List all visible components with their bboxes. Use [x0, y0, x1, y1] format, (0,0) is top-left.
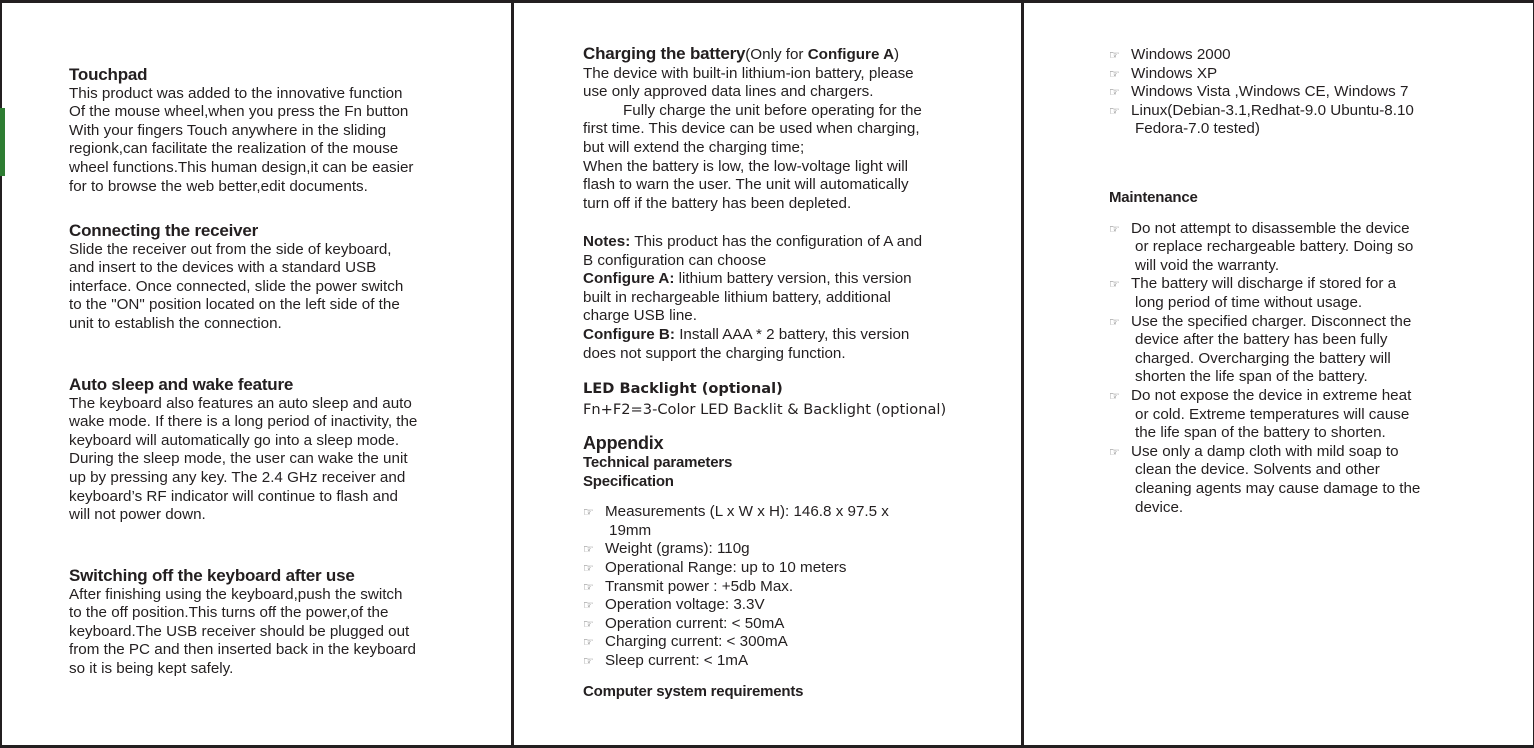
- spec-text: Operation current: < 50mA: [605, 614, 785, 632]
- panel-middle: [583, 0, 1013, 748]
- text-line: from the PC and then inserted back in the keyboard: [69, 641, 416, 659]
- maintenance-text-cont: charged. Overcharging the battery will: [1135, 349, 1391, 367]
- maintenance-text-cont: shorten the life span of the battery.: [1135, 368, 1368, 386]
- os-text: Windows 2000: [1131, 46, 1231, 63]
- maintenance-item: [1109, 387, 1420, 443]
- spec-item: [583, 578, 889, 597]
- spec-text: Weight (grams): 110g: [605, 540, 750, 558]
- config-b-line-1: [583, 326, 922, 345]
- maintenance-item: [1109, 220, 1420, 276]
- pointing-hand-icon: ☞: [1109, 221, 1120, 236]
- spec-item: [583, 615, 889, 634]
- sleep-section: [69, 376, 417, 525]
- maintenance-text-cont: the life span of the battery to shorten.: [1135, 424, 1386, 442]
- config-a-line-1: [583, 270, 922, 289]
- text-line: interface. Once connected, slide the power switch: [69, 277, 404, 295]
- charging-note-bold: Configure A: [807, 46, 895, 63]
- text-line: to the off position.This turns off the power,of the: [69, 604, 389, 622]
- charging-body-2: [583, 120, 922, 213]
- maintenance-text: Do not expose the device in extreme heat: [1131, 386, 1412, 404]
- requirements-heading: Computer system requirements: [583, 682, 804, 700]
- text-line: unit to establish the connection.: [69, 314, 282, 332]
- charging-body-1: [583, 65, 922, 102]
- maintenance-heading: Maintenance: [1109, 189, 1198, 206]
- text-line: wake mode. If there is a long period of inactivity, the: [69, 413, 418, 431]
- text-line: up by pressing any key. The 2.4 GHz receiver and: [69, 468, 406, 486]
- os-item: [1109, 65, 1414, 84]
- touchpad-heading: Touchpad: [69, 65, 148, 84]
- text-line: and insert to the devices with a standard USB: [69, 259, 377, 277]
- text-line: flash to warn the user. The unit will automatically: [583, 176, 909, 194]
- maintenance-text-cont: cleaning agents may cause damage to the: [1135, 479, 1421, 497]
- pointing-hand-icon: ☞: [583, 560, 594, 575]
- maintenance-text-cont: or cold. Extreme temperatures will cause: [1135, 405, 1410, 423]
- maintenance-item: [1109, 313, 1420, 387]
- text-line: keyboard.The USB receiver should be plugged out: [69, 622, 410, 640]
- text-line: Of the mouse wheel,when you press the Fn button: [69, 103, 409, 121]
- led-section: [583, 378, 946, 420]
- os-item: [1109, 46, 1414, 65]
- spec-text: Measurements (L x W x H): 146.8 x 97.5 x: [605, 503, 889, 521]
- spec-text: Transmit power : +5db Max.: [605, 577, 794, 595]
- text-line: for to browse the web better,edit documents.: [69, 177, 368, 195]
- text-line: regionk,can facilitate the realization of the mouse: [69, 140, 399, 158]
- receiver-section: [69, 222, 403, 334]
- text-line: After finishing using the keyboard,push the switch: [69, 585, 403, 603]
- pointing-hand-icon: ☞: [583, 542, 594, 557]
- spec-list: [583, 503, 889, 670]
- edge-color-mark: [0, 108, 5, 176]
- spec-text: Charging current: < 300mA: [605, 633, 788, 651]
- spec-text: Operation voltage: 3.3V: [605, 596, 765, 614]
- pointing-hand-icon: ☞: [583, 598, 594, 613]
- appendix-section: [583, 433, 889, 701]
- pointing-hand-icon: ☞: [583, 579, 594, 594]
- notes-line-1: [583, 233, 922, 252]
- pointing-hand-icon: ☞: [1109, 85, 1120, 100]
- text-line: first time. This device can be used when charging,: [583, 120, 920, 138]
- pointing-hand-icon: ☞: [583, 635, 594, 650]
- maintenance-text-cont: or replace rechargeable battery. Doing so: [1135, 238, 1414, 256]
- charging-indent-line: Fully charge the unit before operating for the: [623, 101, 922, 119]
- config-a-label: Configure A:: [583, 270, 675, 288]
- config-b-line-2: does not support the charging function.: [583, 344, 846, 362]
- maintenance-list: [1109, 220, 1420, 518]
- maintenance-text: The battery will discharge if stored for a: [1131, 275, 1397, 293]
- text-line: but will extend the charging time;: [583, 138, 805, 156]
- charging-heading: Charging the battery: [583, 44, 746, 63]
- charging-note-close: ): [894, 46, 900, 63]
- config-a-line-3: charge USB line.: [583, 307, 697, 325]
- maintenance-text-cont: clean the device. Solvents and other: [1135, 461, 1380, 479]
- switch-off-heading: Switching off the keyboard after use: [69, 566, 355, 585]
- spec-item: [583, 559, 889, 578]
- maintenance-text-cont: device.: [1135, 498, 1184, 516]
- pointing-hand-icon: ☞: [1109, 277, 1120, 292]
- pointing-hand-icon: ☞: [583, 616, 594, 631]
- maintenance-text: Do not attempt to disassemble the device: [1131, 219, 1410, 237]
- maintenance-text: Use the specified charger. Disconnect the: [1131, 312, 1412, 330]
- spec-item: [583, 633, 889, 652]
- charging-heading-line: [583, 45, 922, 65]
- charging-note-open: (Only for: [745, 46, 808, 63]
- spec-item: [583, 596, 889, 615]
- fold-line-2: [1021, 0, 1024, 748]
- text-line: keyboard’s RF indicator will continue to flash and: [69, 487, 398, 505]
- pointing-hand-icon: ☞: [1109, 103, 1120, 118]
- config-b-text: Install AAA * 2 battery, this version: [674, 325, 910, 343]
- os-text: Linux(Debian-3.1,Redhat-9.0 Ubuntu-8.10: [1131, 101, 1414, 119]
- switch-off-section: [69, 567, 416, 679]
- spec-text: Sleep current: < 1mA: [605, 651, 749, 669]
- sleep-body: [69, 395, 417, 525]
- pointing-hand-icon: ☞: [1109, 314, 1120, 329]
- pointing-hand-icon: ☞: [1109, 66, 1120, 81]
- led-text: Fn+F2=3-Color LED Backlit & Backlight (optional): [583, 401, 947, 418]
- maintenance-text-cont: long period of time without usage.: [1135, 293, 1363, 311]
- text-line: Slide the receiver out from the side of keyboard,: [69, 240, 392, 258]
- notes-line-2: B configuration can choose: [583, 251, 767, 269]
- text-line: This product was added to the innovative function: [69, 84, 403, 102]
- text-line: will not power down.: [69, 506, 206, 524]
- os-item: [1109, 102, 1414, 139]
- spec-item: [583, 652, 889, 671]
- touchpad-section: [69, 66, 413, 196]
- pointing-hand-icon: ☞: [1109, 388, 1120, 403]
- led-heading: LED Backlight (optional): [583, 380, 783, 397]
- text-line: keyboard will automatically go into a sleep mode.: [69, 431, 400, 449]
- sleep-heading: Auto sleep and wake feature: [69, 375, 294, 394]
- text-line: During the sleep mode, the user can wake the unit: [69, 450, 408, 468]
- maintenance-text: Use only a damp cloth with mild soap to: [1131, 442, 1399, 460]
- pointing-hand-icon: ☞: [583, 653, 594, 668]
- notes-section: [583, 233, 922, 363]
- pointing-hand-icon: ☞: [1109, 48, 1120, 62]
- fold-line-1: [511, 0, 514, 748]
- charging-section: [583, 45, 922, 213]
- spec-item: [583, 540, 889, 559]
- text-line: use only approved data lines and chargers.: [583, 83, 874, 101]
- panel-right: [1109, 0, 1519, 748]
- os-list: [1109, 46, 1414, 139]
- os-text: Windows XP: [1131, 64, 1218, 82]
- text-line: When the battery is low, the low-voltage light will: [583, 157, 908, 175]
- notes-label: Notes:: [583, 233, 631, 250]
- receiver-heading: Connecting the receiver: [69, 221, 259, 240]
- text-line: wheel functions.This human design,it can be easier: [69, 158, 414, 176]
- config-a-line-2: built in rechargeable lithium battery, additional: [583, 288, 891, 306]
- spec-item: [583, 503, 889, 540]
- spec-text: Operational Range: up to 10 meters: [605, 558, 847, 576]
- pointing-hand-icon: ☞: [1109, 444, 1120, 459]
- switch-off-body: [69, 586, 416, 679]
- pointing-hand-icon: ☞: [583, 505, 594, 520]
- specification-heading: Specification: [583, 472, 674, 490]
- receiver-body: [69, 241, 403, 334]
- touchpad-body: [69, 85, 413, 197]
- text-line: so it is being kept safely.: [69, 659, 234, 677]
- text-line: The keyboard also features an auto sleep and auto: [69, 394, 412, 412]
- text-line: turn off if the battery has been depleted.: [583, 194, 852, 212]
- maintenance-item: [1109, 443, 1420, 517]
- technical-parameters-heading: Technical parameters: [583, 454, 733, 471]
- os-item: [1109, 83, 1414, 102]
- maintenance-text-cont: will void the warranty.: [1135, 256, 1280, 274]
- notes-text: This product has the configuration of A and: [630, 233, 923, 250]
- maintenance-text-cont: device after the battery has been fully: [1135, 331, 1388, 349]
- panel-left: [69, 0, 499, 748]
- appendix-heading: Appendix: [583, 433, 664, 453]
- maintenance-item: [1109, 275, 1420, 312]
- text-line: With your fingers Touch anywhere in the sliding: [69, 121, 387, 139]
- config-b-label: Configure B:: [583, 325, 675, 343]
- text-line: to the "ON" position located on the left side of the: [69, 296, 400, 314]
- os-text-cont: Fedora-7.0 tested): [1135, 120, 1260, 138]
- os-text: Windows Vista ,Windows CE, Windows 7: [1131, 83, 1409, 101]
- config-a-text: lithium battery version, this version: [674, 270, 912, 288]
- spec-text-cont: 19mm: [609, 521, 652, 539]
- maintenance-section: [1109, 189, 1420, 517]
- text-line: The device with built-in lithium-ion battery, please: [583, 64, 914, 82]
